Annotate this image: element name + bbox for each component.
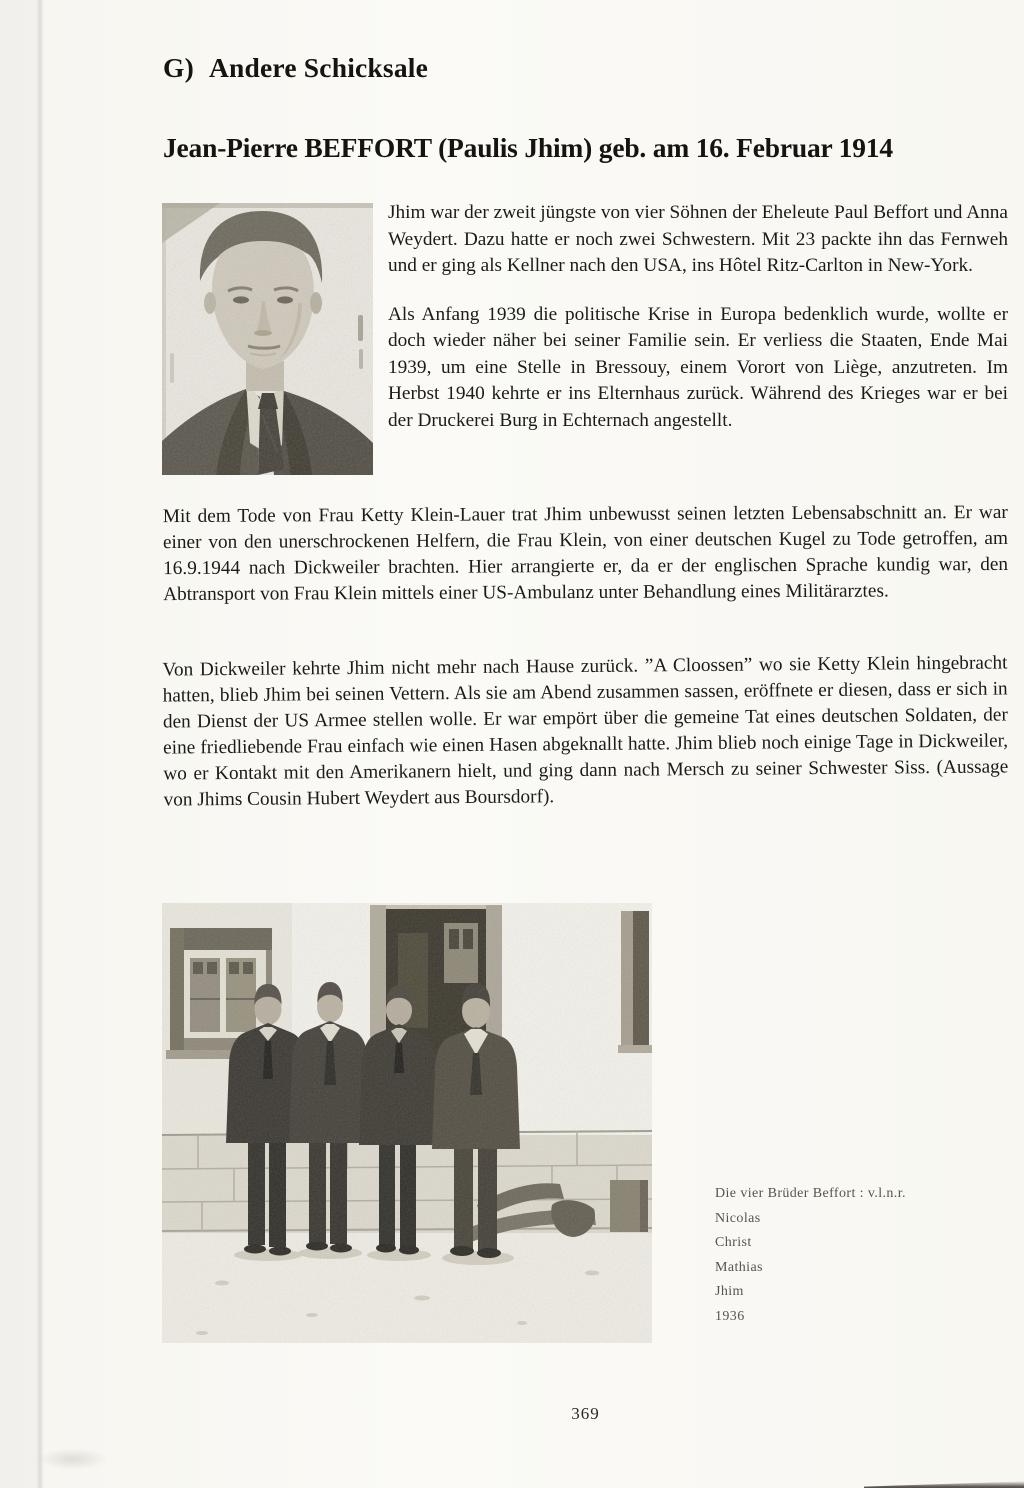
photo-caption xyxy=(715,1182,1015,1329)
page-number: 369 xyxy=(571,1404,600,1423)
caption-line: Die vier Brüder Beffort : v.l.n.r. xyxy=(715,1186,906,1201)
section-heading xyxy=(163,52,428,84)
intro-text xyxy=(388,200,1008,434)
caption-line: Jhim xyxy=(715,1284,744,1299)
section-title: Andere Schicksale xyxy=(208,52,429,83)
caption-line: 1936 xyxy=(715,1308,745,1324)
scan-smudge xyxy=(38,1448,108,1470)
page-content xyxy=(163,0,1008,1488)
portrait-photo xyxy=(162,203,373,475)
section-label: G) xyxy=(163,52,194,83)
body-paragraph: Von Dickweiler kehrte Jhim nicht mehr nach Hause zurück. ”A Cloossen” wo sie Ketty Klein hingebracht hatten, blieb Jhim bei seinen Vettern. Als sie am Abend zusammen sassen, eröffnete er diesen, dass er sich in den Dienst der US Armee stellen wolle. Er war empört über die gemeine Tat eines deutschen Soldaten, der eine friedliebende Frau einfach wie einen Hasen abgeknallt hatte. Jhim blieb noch einige Tage in Dickweiler, wo er Kontakt mit den Amerikanern hielt, und ging dann nach Mersch zu seiner Schwester Siss. (Aussage von Jhims Cousin Hubert Weydert aus Boursdorf). xyxy=(162,652,1009,811)
intro-paragraph: Als Anfang 1939 die politische Krise in Europa bedenklich wurde, wollte er doch wieder näher bei seiner Familie sein. Er verliess die Staaten, Ende Mai 1939, um eine Stelle in Bressouy, einem Vorort von Liège, anzutreten. Im Herbst 1940 kehrte er ins Elternhaus zurück. Während des Krieges war er bei der Druckerei Burg in Echternach angestellt. xyxy=(388,303,1008,431)
group-photo xyxy=(162,903,652,1343)
article-title: Jean-Pierre BEFFORT (Paulis Jhim) geb. am 16. Februar 1914 xyxy=(163,132,893,163)
intro-paragraph: Jhim war der zweit jüngste von vier Söhnen der Eheleute Paul Beffort und Anna Weydert. Dazu hatte er noch zwei Schwestern. Mit 23 packte ihn das Fernweh und er ging als Kellner nach den USA, ins Hôtel Ritz-Carlton in New-York. xyxy=(388,202,1008,276)
caption-line: Nicolas xyxy=(715,1210,761,1226)
caption-line: Mathias xyxy=(715,1259,763,1275)
caption-line: Christ xyxy=(715,1235,752,1250)
body-paragraph: Mit dem Tode von Frau Ketty Klein-Lauer trat Jhim unbewusst seinen letzten Lebensabschnitt an. Er war einer von den unerschrockenen Helfern, die Frau Klein, von einer deutschen Kugel zu Tode getroffen, am 16.9.1944 nach Dickweiler brachten. Hier arrangierte er, da er der englischen Sprache kundig war, den Abtransport von Frau Klein mittels einer US-Ambulanz unter Behandlung eines Militärarztes. xyxy=(162,501,1009,606)
